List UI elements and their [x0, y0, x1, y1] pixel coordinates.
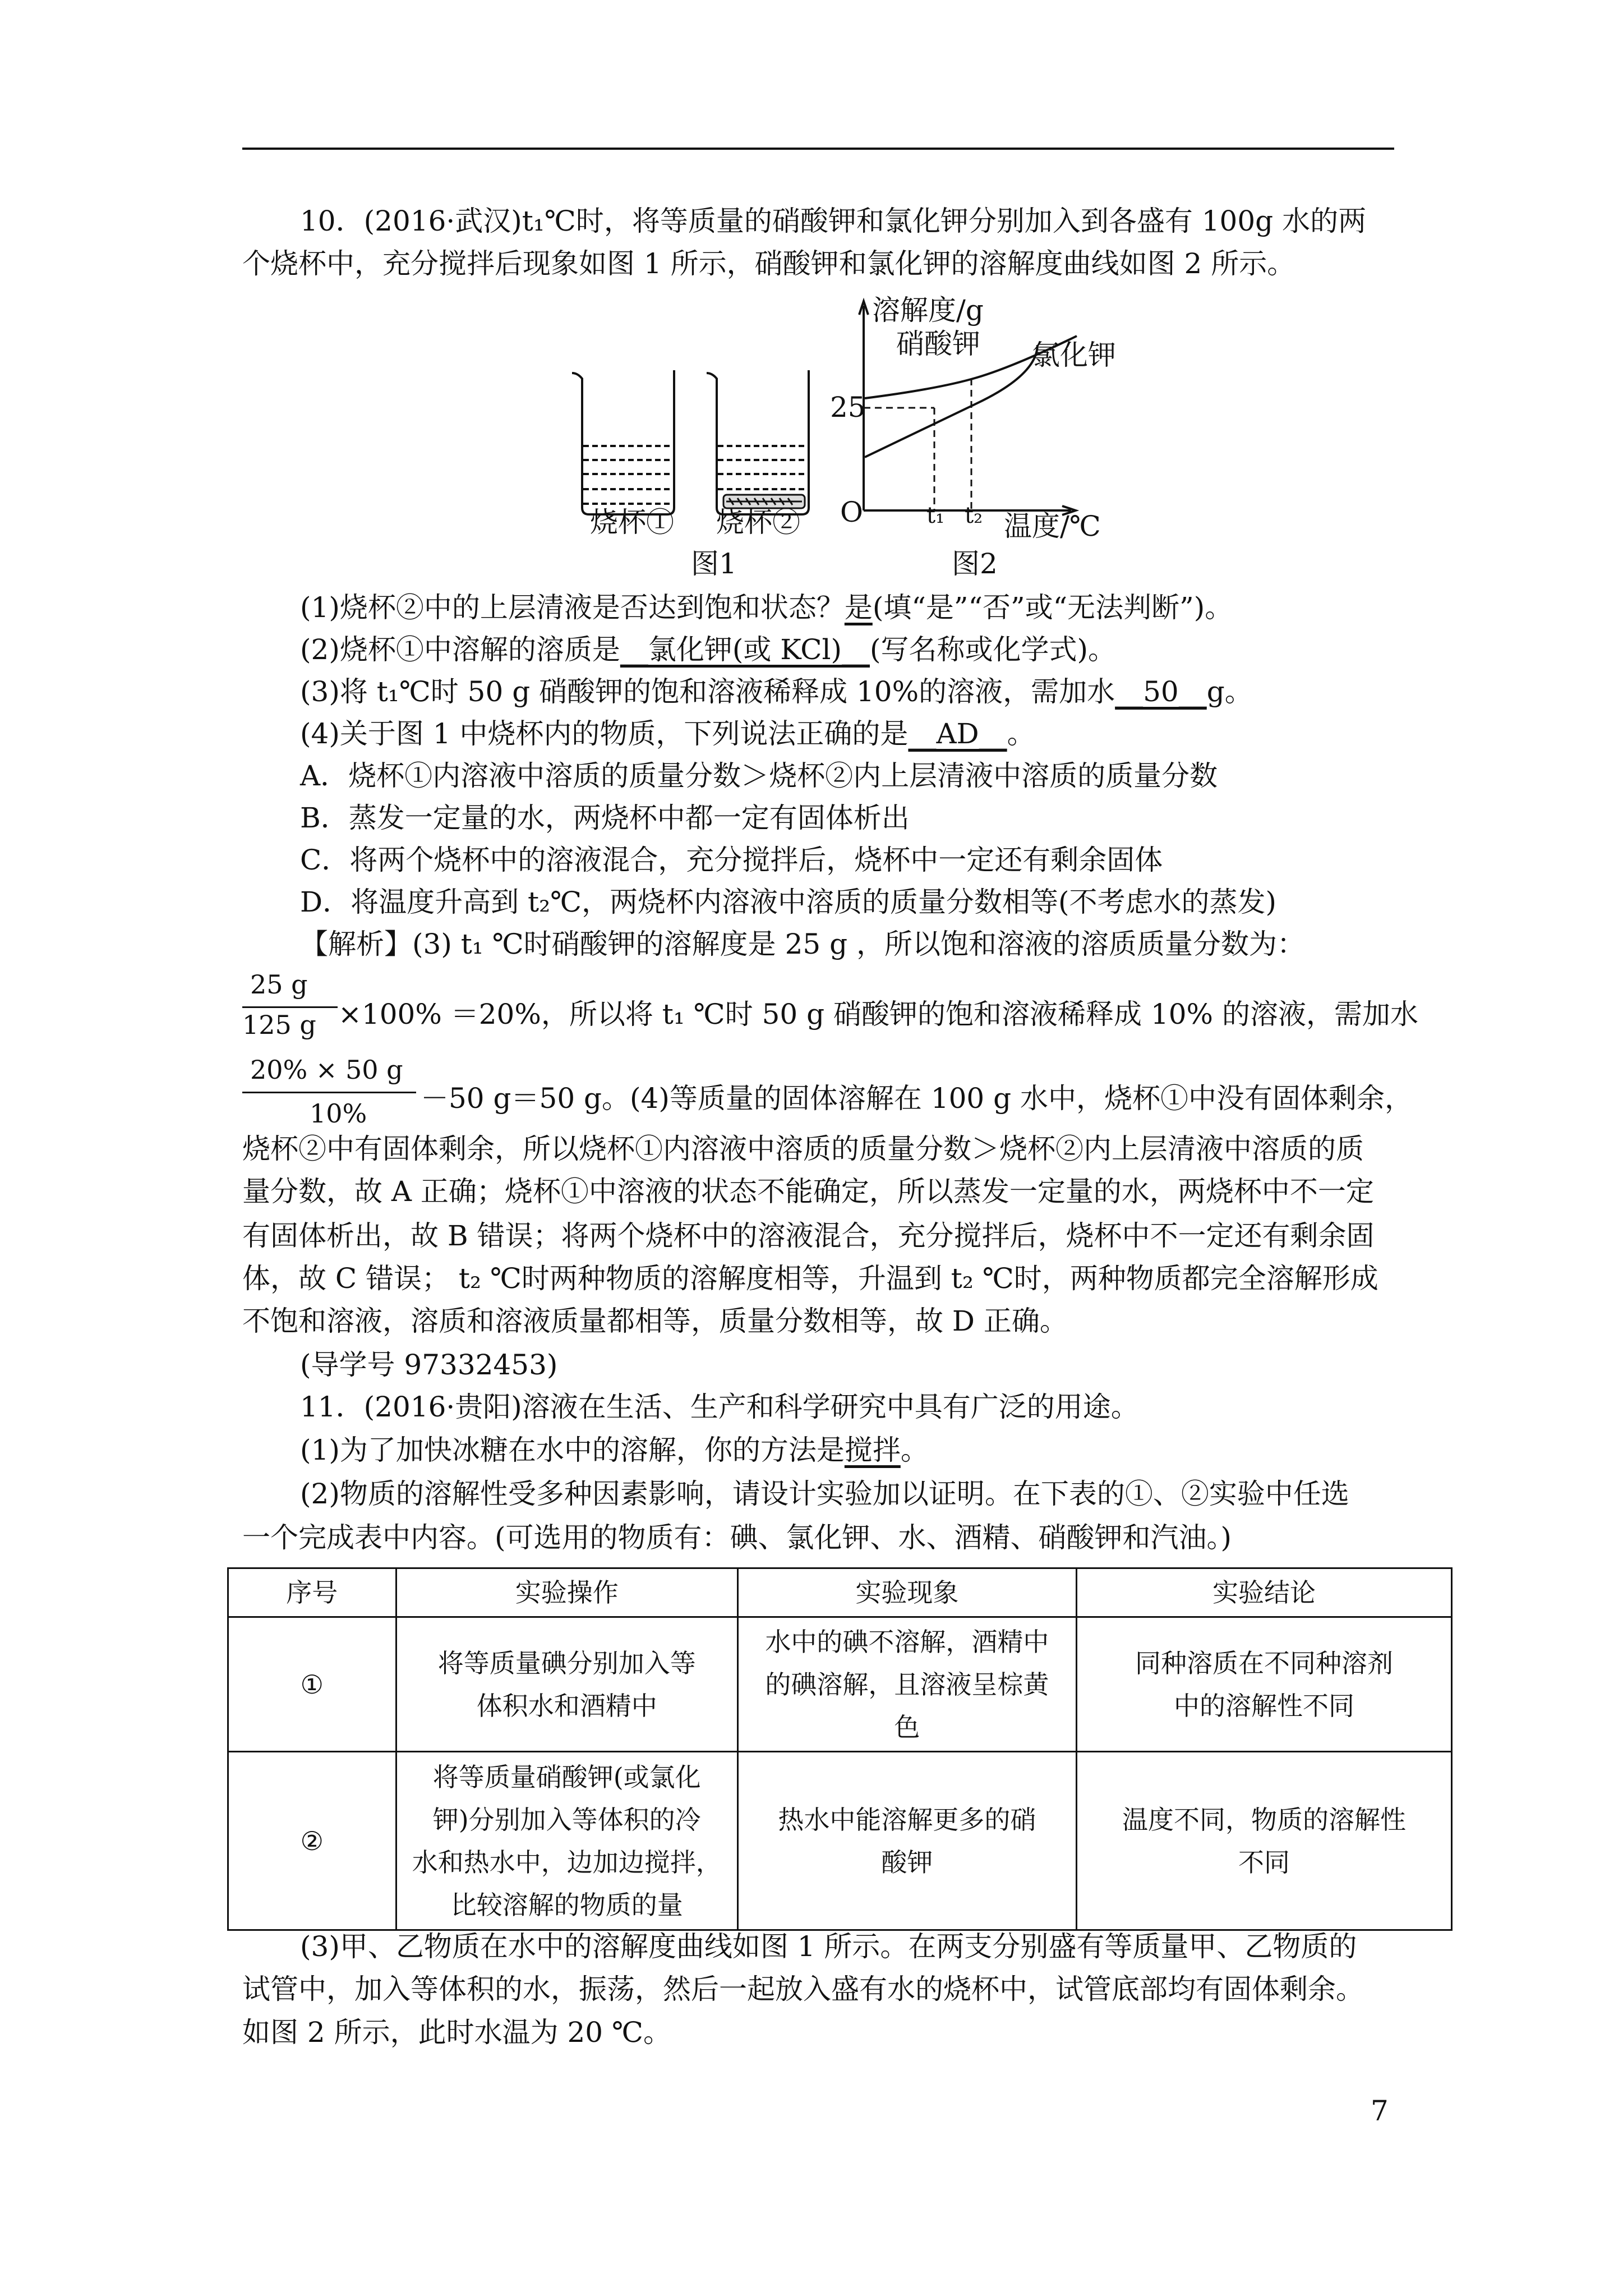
q11-part3-line1: (3)甲、乙物质在水中的溶解度曲线如图 1 所示。在两支分别盛有等质量甲、乙物质的 [300, 1930, 1357, 1963]
beaker-1-label: 烧杯① [590, 506, 674, 539]
analysis-heading: 【解析】(3) t₁ ℃时硝酸钾的溶解度是 25 g ，所以饱和溶液的溶质质量分数为： [300, 928, 1305, 960]
row1-number: ① [228, 1617, 396, 1752]
q10-part1: (1)烧杯②中的上层清液是否达到饱和状态？是(填“是”“否”或“无法判断”)。 [300, 591, 1233, 624]
row1-phenomenon: 水中的碘不溶解，酒精中 的碘溶解，且溶液呈棕黄 色 [737, 1617, 1076, 1752]
row1-operation: 将等质量碘分别加入等 体积水和酒精中 [396, 1617, 737, 1752]
q10-part4-answer: __AD__ [908, 717, 1007, 750]
q10-intro-line1: 10．(2016·武汉)t₁℃时，将等质量的硝酸钾和氯化钾分别加入到各盛有 100g 水的两 [300, 205, 1367, 237]
beaker-1 [572, 370, 674, 514]
beaker-2-label: 烧杯② [716, 506, 800, 539]
row2-number: ② [228, 1752, 396, 1930]
chart-y-axis-label: 溶解度/g [872, 294, 984, 326]
row2-phenomenon: 热水中能溶解更多的硝 酸钾 [737, 1752, 1076, 1930]
table-row [228, 1617, 1452, 1752]
q10-option-c: C．将两个烧杯中的溶液混合，充分搅拌后，烧杯中一定还有剩余固体 [300, 844, 1163, 876]
row2-operation: 将等质量硝酸钾(或氯化 钾)分别加入等体积的冷 水和热水中，边加边搅拌， 比较溶解的物质的量 [396, 1752, 737, 1930]
chart-x-tick-t2: t₂ [965, 503, 983, 528]
q11-part1-answer: 搅拌 [844, 1434, 901, 1466]
q11-part3-line2: 试管中，加入等体积的水，振荡，然后一起放入盛有水的烧杯中，试管底部均有固体剩余。 [242, 1973, 1364, 2005]
q11-part1: (1)为了加快冰糖在水中的溶解，你的方法是搅拌。 [300, 1434, 929, 1466]
q10-intro-line2: 个烧杯中，充分搅拌后现象如图 1 所示，硝酸钾和氯化钾的溶解度曲线如图 2 所示。 [242, 247, 1295, 280]
analysis-line4: 烧杯②中有固体剩余，所以烧杯①内溶液中溶质的质量分数＞烧杯②内上层清液中溶质的质 [242, 1133, 1364, 1165]
analysis-line7: 体，故 C 错误； t₂ ℃时两种物质的溶解度相等，升温到 t₂ ℃时，两种物质都完全溶解形成 [242, 1262, 1378, 1295]
q11-part2-line1: (2)物质的溶解性受多种因素影响，请设计实验加以证明。在下表的①、②实验中任选 [300, 1478, 1349, 1510]
table-row [228, 1752, 1452, 1930]
header-phenomenon: 实验现象 [737, 1568, 1076, 1617]
page-number: 7 [1371, 2095, 1389, 2127]
chart-origin-label: O [840, 496, 863, 528]
figure-2-caption: 图2 [952, 547, 998, 580]
table-header-row [228, 1568, 1452, 1617]
guide-number: (导学号 97332453) [300, 1349, 558, 1381]
q10-option-d: D．将温度升高到 t₂℃，两烧杯内溶液中溶质的质量分数相等(不考虑水的蒸发) [300, 886, 1277, 918]
header-rule [242, 148, 1394, 150]
analysis-line6: 有固体析出，故 B 错误；将两个烧杯中的溶液混合，充分搅拌后，烧杯中不一定还有剩余固 [242, 1220, 1375, 1252]
q10-part1-answer: 是 [844, 591, 873, 624]
row1-conclusion: 同种溶质在不同种溶剂 中的溶解性不同 [1076, 1617, 1451, 1752]
header-operation: 实验操作 [396, 1568, 737, 1617]
q10-part2-answer: __氯化钾(或 KCl)__ [620, 633, 870, 666]
row2-conclusion: 温度不同，物质的溶解性 不同 [1076, 1752, 1451, 1930]
q11-part3-line3: 如图 2 所示，此时水温为 20 ℃。 [242, 2016, 671, 2049]
q11-intro: 11．(2016·贵阳)溶液在生活、生产和科学研究中具有广泛的用途。 [300, 1391, 1139, 1423]
analysis-line8: 不饱和溶液，溶质和溶液质量都相等，质量分数相等，故 D 正确。 [242, 1305, 1068, 1337]
q11-part2-line2: 一个完成表中内容。(可选用的物质有：碘、氯化钾、水、酒精、硝酸钾和汽油。) [242, 1521, 1232, 1554]
series-label-potassium-chloride: 氯化钾 [1032, 339, 1116, 371]
beaker-2 [707, 370, 809, 514]
chart-y-tick-25: 25 [830, 391, 866, 424]
q10-part2: (2)烧杯①中溶解的溶质是__氯化钾(或 KCl)__(写名称或化学式)。 [300, 633, 1117, 666]
figure-1-caption: 图1 [691, 547, 737, 580]
q10-part3: (3)将 t₁℃时 50 g 硝酸钾的饱和溶液稀释成 10%的溶液，需加水__50__g。 [300, 675, 1253, 708]
header-conclusion: 实验结论 [1076, 1568, 1451, 1617]
analysis-line3: －50 g＝50 g。(4)等质量的固体溶解在 100 g 水中，烧杯①中没有固体剩余， [421, 1082, 1413, 1115]
q10-option-b: B．蒸发一定量的水，两烧杯中都一定有固体析出 [300, 802, 910, 834]
header-number: 序号 [228, 1568, 396, 1617]
chart-x-axis-label: 温度/℃ [1004, 510, 1101, 542]
analysis-line5: 量分数，故 A 正确；烧杯①中溶液的状态不能确定，所以蒸发一定量的水，两烧杯中不一定 [242, 1175, 1374, 1208]
analysis-line2: ×100% ＝20%，所以将 t₁ ℃时 50 g 硝酸钾的饱和溶液稀释成 10% 的溶液，需加水 [338, 998, 1418, 1030]
fraction-20pct-times-50g-over-10pct: 20% × 50 g 10% [242, 1055, 416, 1136]
fraction-25g-over-125g: 25 g 125 g [242, 969, 338, 1048]
experiment-table [227, 1567, 1453, 1931]
chart-x-tick-t1: t₁ [926, 503, 945, 528]
series-label-potassium-nitrate: 硝酸钾 [896, 328, 980, 360]
q10-option-a: A．烧杯①内溶液中溶质的质量分数＞烧杯②内上层清液中溶质的质量分数 [300, 760, 1218, 792]
q10-part3-answer: __50__ [1115, 675, 1207, 708]
q10-part4: (4)关于图 1 中烧杯内的物质，下列说法正确的是__AD__。 [300, 717, 1035, 750]
